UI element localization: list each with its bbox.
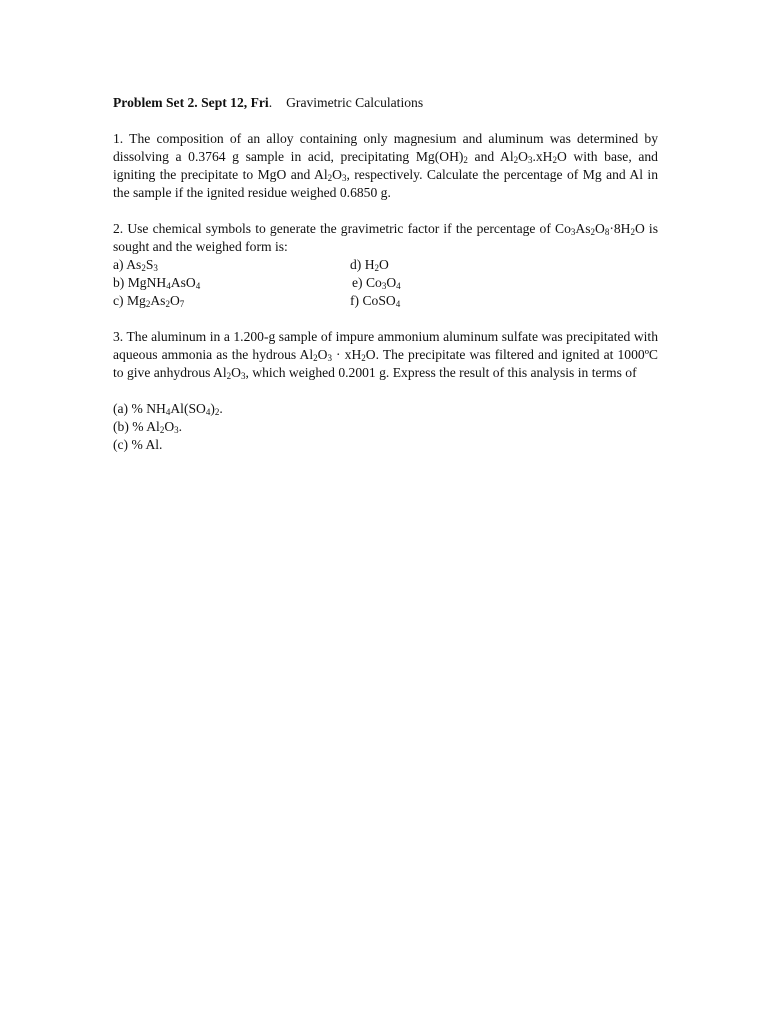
option-a: a) $As_2S_3$	[113, 257, 158, 273]
question-2: 2. Use chemical symbols to generate the gravimetric factor if the percentage of $Co_3As_2O_8\cdot 8H_2O$ is sought and the weighed form is:	[113, 221, 658, 254]
title-heading: Problem Set 2. Sept 12, Fri	[113, 95, 269, 110]
title-subject: Gravimetric Calculations	[286, 95, 424, 110]
page-title: Problem Set 2. Sept 12, Fri. Gravimetric Calculations	[113, 95, 424, 110]
option-b: b) MgNH$_4$AsO$_4$	[113, 275, 201, 291]
question-1: 1. The composition of an alloy containing only magnesium and aluminum was determined by dissolving a 0.3764 g sample in acid, precipitating $Mg(OH)_2$ and $Al_2O_3.xH_2O$ with base, and igniting the precipitate to MgO and $Al_2O_3$, respectively. Calculate the percentage of Mg and Al in the sample if the ignited residue weighed 0.6850 g.	[113, 131, 658, 200]
option-d: d) $H_2O$	[350, 257, 389, 273]
term-c: (c) % Al.	[113, 437, 163, 452]
question-3: 3. The aluminum in a 1.200-g sample of impure ammonium aluminum sulfate was precipitated with aqueous ammonia as the hydrous $Al_2O_3 \cdot xH_2O$. The precipitate was filtered and ignited at 1000ºC to give anhydrous $Al_2O_3$, which weighed 0.2001 g. Express the result of this analysis in terms of	[113, 329, 658, 381]
option-c: c) $Mg_2As_2O_7$	[113, 293, 185, 309]
term-a: (a) % $NH_4Al(SO_4)_2$.	[113, 401, 223, 417]
option-f: f) CoSO$_4$	[350, 293, 401, 309]
term-b: (b) % $Al_2O_3$.	[113, 419, 183, 435]
option-e: e) $Co_3O_4$	[352, 275, 401, 291]
question-2-options	[113, 256, 658, 310]
problem-set-content	[113, 94, 658, 454]
question-3-terms	[113, 400, 658, 454]
